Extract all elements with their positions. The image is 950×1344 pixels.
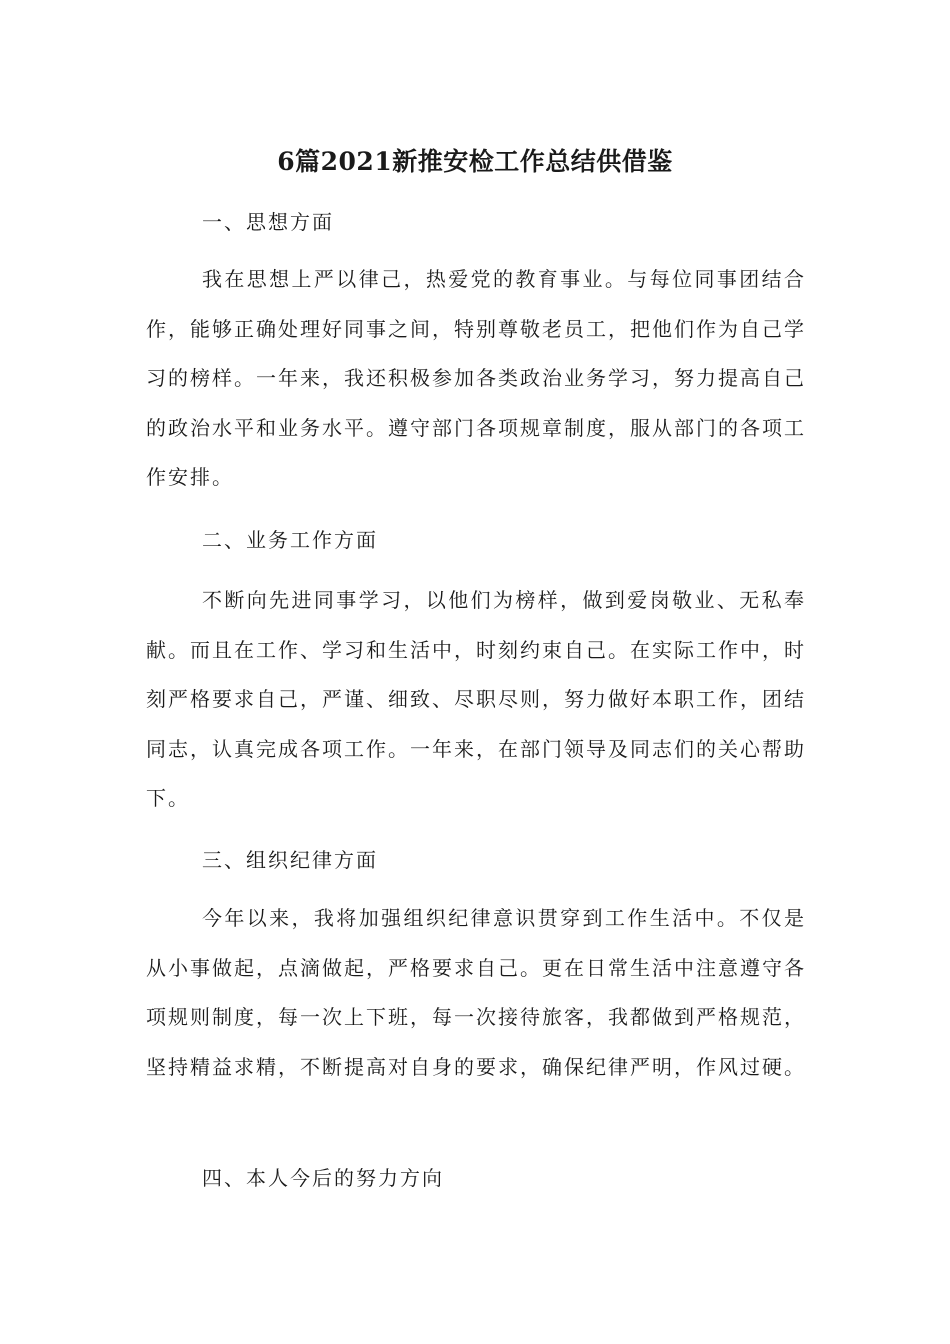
section-paragraph-3: 今年以来，我将加强组织纪律意识贯穿到工作生活中。不仅是从小事做起，点滴做起，严格要求自己。更在日常生活中注意遵守各项规则制度，每一次上下班，每一次接待旅客，我都做到严格规范，坚持精益求精，不断提高对自身的要求，确保纪律严明，作风过硬。 [146, 906, 806, 1079]
section-heading-1: 一、思想方面 [202, 210, 334, 234]
section-paragraph-2: 不断向先进同事学习，以他们为榜样，做到爱岗敬业、无私奉献。而且在工作、学习和生活中，时刻约束自己。在实际工作中，时刻严格要求自己，严谨、细致、尽职尽则，努力做好本职工作，团结同志，认真完成各项工作。一年来，在部门领导及同志们的关心帮助下。 [146, 588, 806, 810]
section-heading-3: 三、组织纪律方面 [202, 848, 378, 872]
document-title: 6篇2021新推安检工作总结供借鉴 [277, 147, 673, 176]
section-heading-2: 二、业务工作方面 [202, 528, 378, 552]
section-paragraph-1: 我在思想上严以律己，热爱党的教育事业。与每位同事团结合作，能够正确处理好同事之间，特别尊敬老员工，把他们作为自己学习的榜样。一年来，我还积极参加各类政治业务学习，努力提高自己的政治水平和业务水平。遵守部门各项规章制度，服从部门的各项工作安排。 [146, 267, 806, 489]
section-heading-4: 四、本人今后的努力方向 [202, 1166, 444, 1190]
